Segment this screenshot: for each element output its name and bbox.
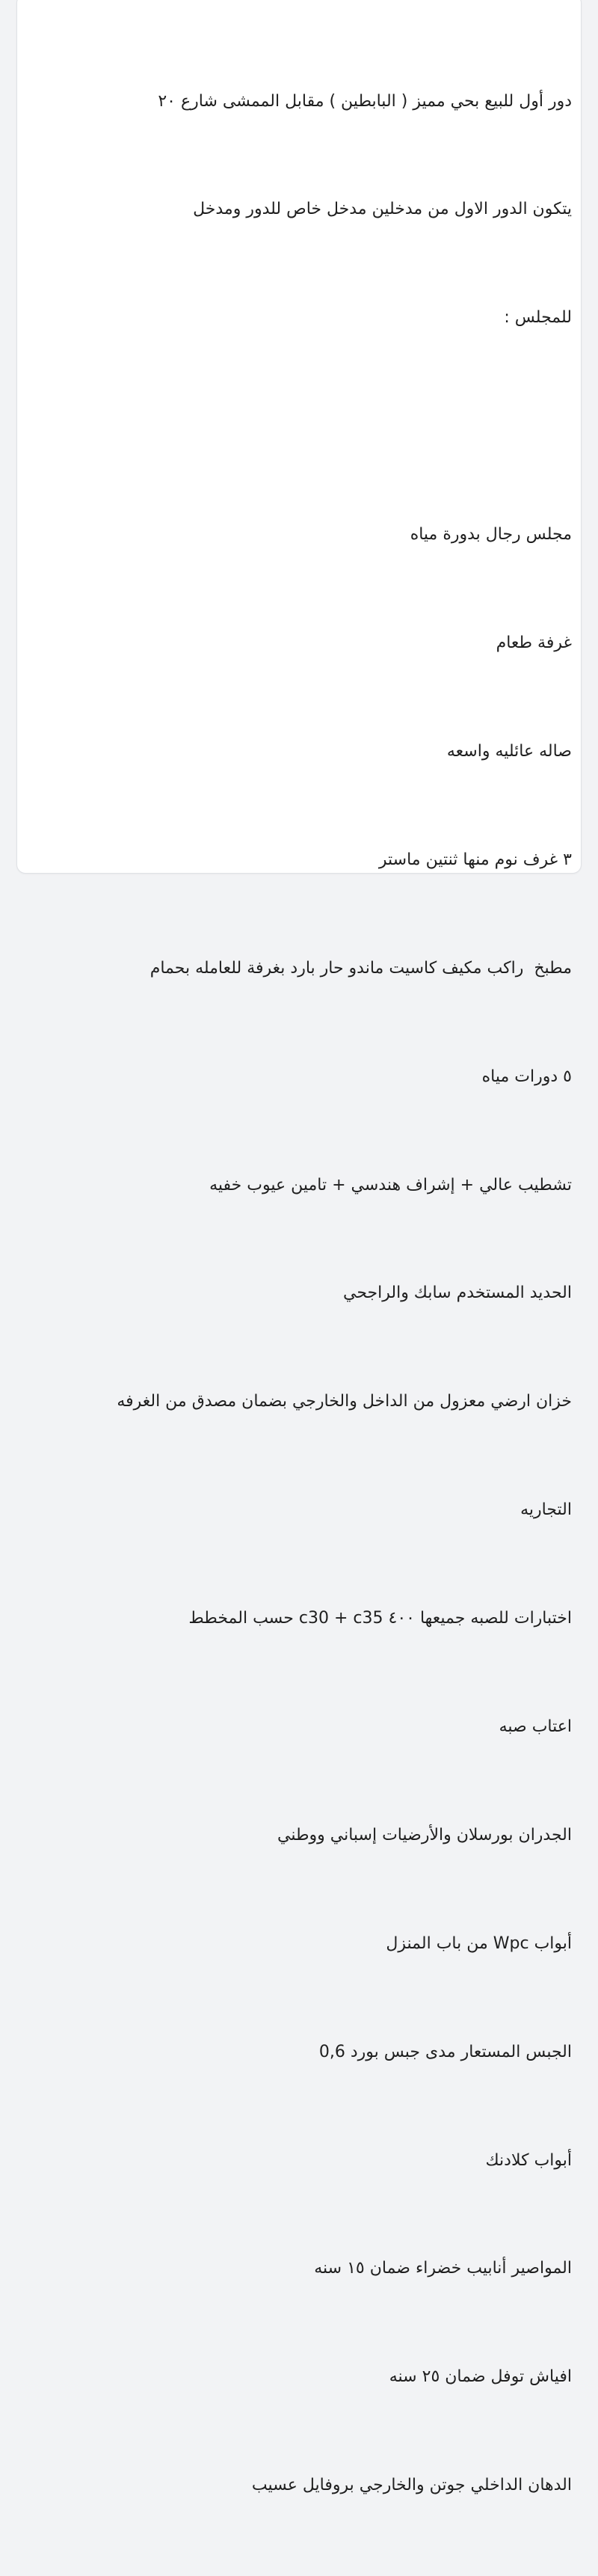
post-line-paint: الدهان الداخلي جوتن والخارجي بروفايل عسيب [251,2476,572,2495]
post-line-cladding-doors: أبواب كلادنك [485,2150,572,2170]
post-card [16,0,582,2495]
post-line-title: دور أول للبيع بحي مميز ( البابطين ) مقابل الممشى شارع ٢٠ [158,91,572,111]
post-line-entrances-cont: للمجلس : [504,308,572,328]
post-text [34,11,572,2576]
post-line-walls-floors: الجدران بورسلان والأرضيات إسباني ووطني [277,1825,572,1844]
post-line-lintels: اعتاب صبه [499,1717,572,1736]
post-line-bathrooms: ٥ دورات مياه [481,1067,572,1086]
post-line-kitchen: مطبخ راكب مكيف كاسيت ماندو حار بارد بغرفة للعامله بحمام [150,958,572,978]
post-line-tank-cont: التجاريه [520,1500,572,1520]
post-line-sockets: افياش توفل ضمان ٢٥ سنه [389,2367,572,2387]
post-line-bedrooms: ٣ غرف نوم منها ثنتين ماستر [378,850,572,869]
post-line-blank [34,408,572,444]
post-line-dining: غرفة طعام [496,634,572,653]
post-line-steel: الحديد المستخدم سابك والراجحي [342,1284,572,1303]
post-line-gypsum: الجبس المستعار مدى جبس بورد 0,6 [318,2042,572,2061]
post-line-doors-wpc: أبواب Wpc من باب المنزل [386,1933,572,1953]
post-line-entrances: يتكون الدور الاول من مدخلين مدخل خاص للدور ومدخل [193,200,572,219]
post-line-family-hall: صاله عائليه واسعه [446,741,572,761]
post-line-concrete-tests: اختبارات للصبه جميعها ٤٠٠ c30 + c35 حسب المخطط [188,1609,572,1628]
post-line-tank: خزان ارضي معزول من الداخل والخارجي بضمان مصدق من الغرفه [117,1392,572,1411]
post-line-finishing: تشطيب عالي + إشراف هندسي + تامين عيوب خفيه [209,1175,572,1195]
post-line-pipes: المواصير أنابيب خضراء ضمان ١٥ سنه [314,2259,572,2278]
post-line-majlis: مجلس رجال بدورة مياه [410,525,572,545]
